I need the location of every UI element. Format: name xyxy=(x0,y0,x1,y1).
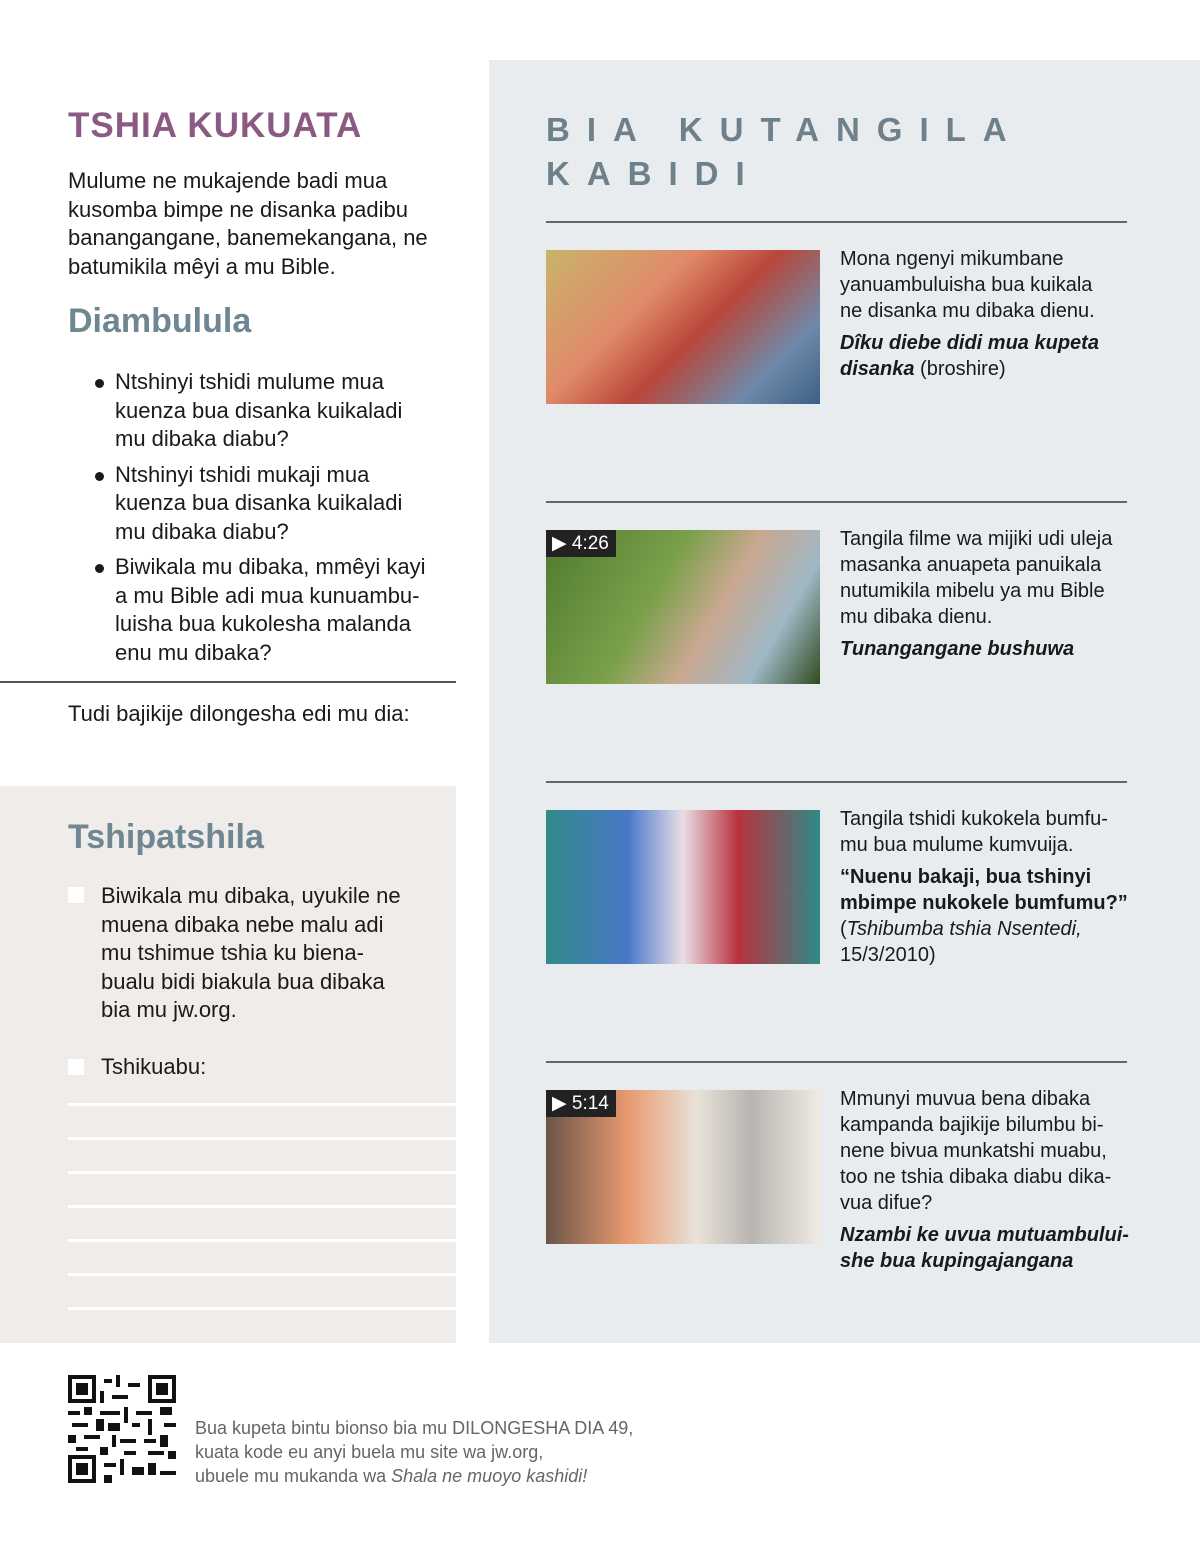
task-text: Biwikala mu dibaka, uyukile ne muena dibaka nebe malu adi mu tshimue tshia ku biena- bualu bidi biakula bua dibaka bia mu jw.org. xyxy=(101,883,401,1022)
task-heading: Tshipatshila xyxy=(68,818,264,856)
write-line[interactable] xyxy=(68,1273,456,1276)
divider xyxy=(546,501,1127,503)
write-line[interactable] xyxy=(68,1205,456,1208)
video-thumbnail[interactable] xyxy=(546,1090,820,1244)
resource-link[interactable]: “Nuenu bakaji, bua tshinyi mbimpe nukokele bumfumu?” xyxy=(840,866,1128,914)
divider xyxy=(546,781,1127,783)
resource-description: Tangila tshidi kukokela bumfu- mu bua mulume kumvuija. xyxy=(840,808,1108,856)
resource-item xyxy=(840,246,1130,382)
write-line[interactable] xyxy=(68,1171,456,1174)
task-text: Tshikuabu: xyxy=(101,1054,207,1079)
resources-heading: BIA KUTANGILA KABIDI xyxy=(546,111,1024,192)
intro-text: Mulume ne mukajende badi mua kusomba bimpe ne disanka padibu banangangane, banemekangana, ne batumikila mêyi a mu Bible. xyxy=(68,168,428,279)
couple-photo[interactable] xyxy=(546,810,820,964)
footer-line: ubuele mu mukanda wa xyxy=(195,1466,392,1486)
resource-description: Mmunyi muvua bena dibaka kampanda bajikije bilumbu bi- nene bivua munkatshi muabu, too ne tshia dibaka diabu dika- vua difue? xyxy=(840,1088,1112,1214)
question-item: Biwikala mu dibaka, mmêyi kayi a mu Bible adi mua kunuambu- luisha bua kukolesha malanda enu mu dibaka? xyxy=(92,553,452,667)
write-line[interactable] xyxy=(68,1239,456,1242)
resource-link[interactable]: Nzambi ke uvua mutuambului- she bua kupingajangana xyxy=(840,1224,1129,1272)
write-line[interactable] xyxy=(68,1307,456,1310)
task-checkbox[interactable] xyxy=(68,1059,84,1075)
task-checkbox[interactable] xyxy=(68,887,84,903)
footer-line: kuata kode eu anyi buela mu site wa jw.org, xyxy=(195,1442,544,1462)
completion-text: Tudi bajikije dilongesha edi mu dia: xyxy=(68,701,410,726)
review-heading: Diambulula xyxy=(68,302,252,340)
divider xyxy=(0,681,456,683)
qr-code[interactable] xyxy=(68,1375,176,1483)
question-item: Ntshinyi tshidi mulume mua kuenza bua disanka kuikaladi mu dibaka diabu? xyxy=(92,368,452,454)
resource-type: (broshire) xyxy=(914,358,1006,380)
resource-description: Tangila filme wa mijiki udi uleja masanka anuapeta panuikala nutumikila mibelu ya mu Bible mu dibaka dienu. xyxy=(840,528,1113,628)
citation-paren: ( xyxy=(840,918,847,940)
question-item: Ntshinyi tshidi mukaji mua kuenza bua disanka kuikaladi mu dibaka diabu? xyxy=(92,461,452,547)
footer-line: Bua kupeta bintu bionso bia mu DILONGESHA DIA 49, xyxy=(195,1418,634,1438)
resource-link[interactable]: Dîku diebe didi mua kupeta disanka xyxy=(840,332,1099,380)
resource-link[interactable]: Tunangangane bushuwa xyxy=(840,638,1075,660)
resource-item xyxy=(840,806,1130,968)
video-thumbnail[interactable] xyxy=(546,530,820,684)
footer-text xyxy=(195,1416,633,1488)
book-title: Shala ne muoyo kashidi! xyxy=(391,1466,588,1486)
resource-item xyxy=(840,526,1130,662)
divider xyxy=(546,221,1127,223)
video-duration: ▶ 5:14 xyxy=(546,1090,616,1117)
citation-date: 15/3/2010) xyxy=(840,944,936,966)
family-photo[interactable] xyxy=(546,250,820,404)
citation-source: Tshibumba tshia Nsentedi, xyxy=(846,918,1082,940)
resource-item xyxy=(840,1086,1130,1274)
divider xyxy=(546,1061,1127,1063)
write-line[interactable] xyxy=(68,1137,456,1140)
review-questions xyxy=(92,368,452,674)
section-title: TSHIA KUKUATA xyxy=(68,106,363,145)
write-line[interactable] xyxy=(68,1103,456,1106)
resource-description: Mona ngenyi mikumbane yanuambuluisha bua kuikala ne disanka mu dibaka dienu. xyxy=(840,248,1095,322)
video-duration: ▶ 4:26 xyxy=(546,530,616,557)
